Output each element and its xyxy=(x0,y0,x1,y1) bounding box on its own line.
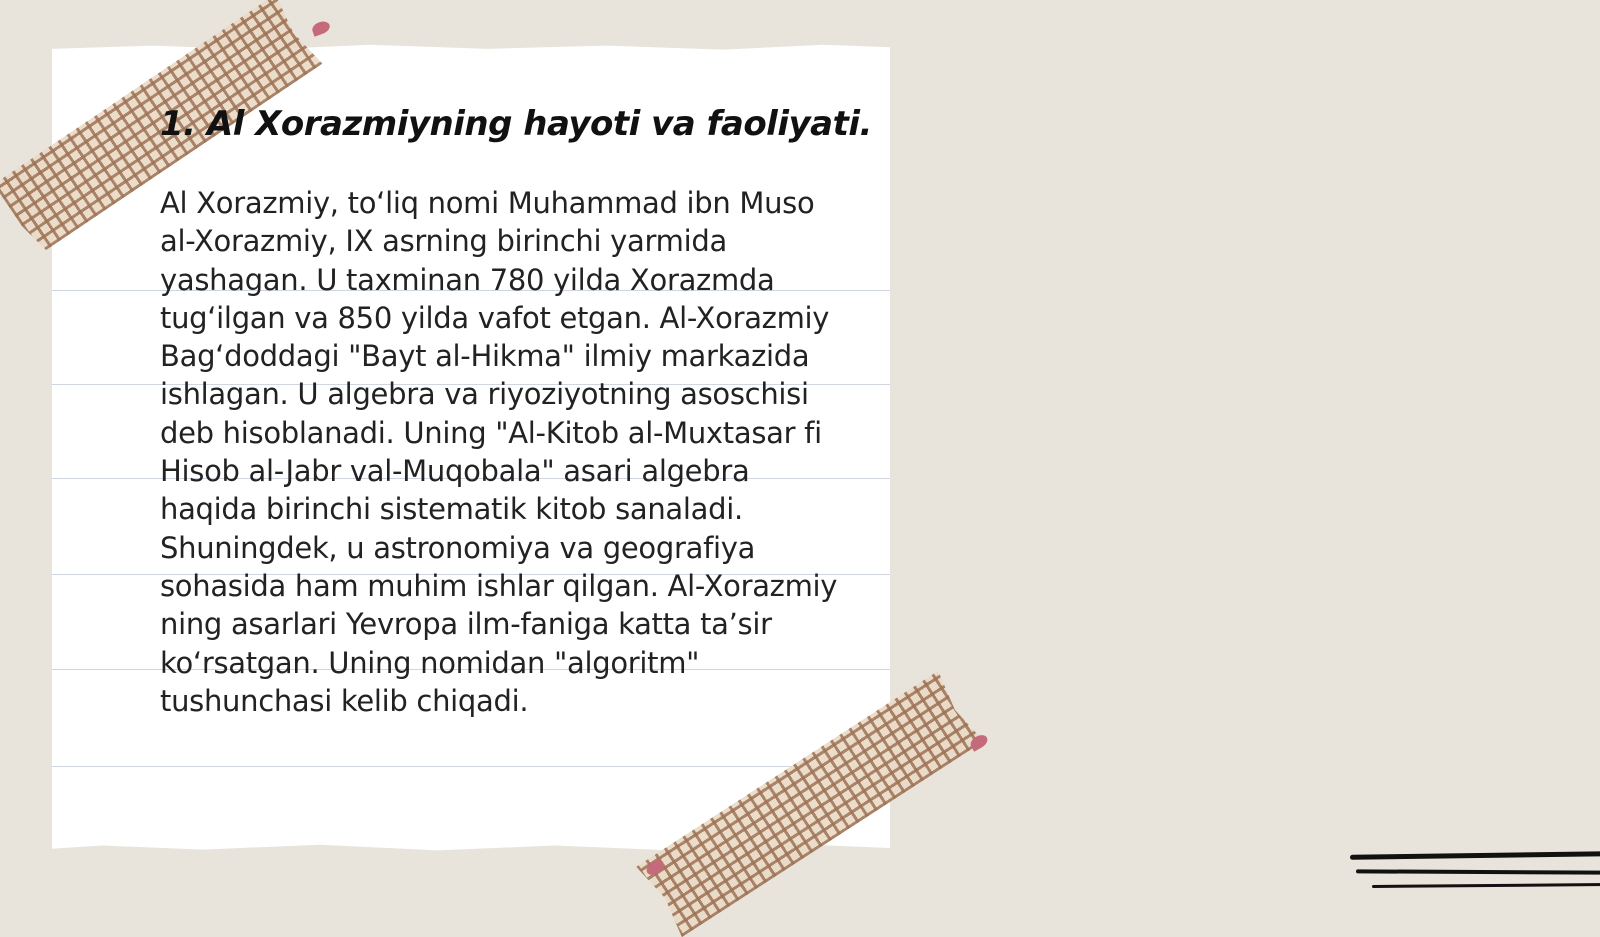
brush-stroke-decoration xyxy=(1350,851,1600,860)
slide-title: 1. Al Xorazmiyning hayoti va faoliyati. xyxy=(160,104,872,144)
tape-pin-decoration xyxy=(310,19,331,36)
brush-stroke-decoration xyxy=(1372,883,1600,888)
brush-stroke-decoration xyxy=(1356,869,1600,874)
paper-rule-line xyxy=(52,766,890,767)
slide-body-text: Al Xorazmiy, to‘liq nomi Muhammad ibn Muso al-Xorazmiy, IX asrning birinchi yarmida yashagan. U taxminan 780 yilda Xorazmda tug‘ilgan va 850 yilda vafot etgan. Al-Xorazmiy Bag‘doddagi "Bayt al-Hikma" ilmiy markazida ishlagan. U algebra va riyoziyotning asoschisi deb hisoblanadi. Uning "Al-Kitob al-Muxtasar fi Hisob al-Jabr val-Muqobala" asari algebra haqida birinchi sistematik kitob sanaladi. Shuningdek, u astronomiya va geografiya sohasida ham muhim ishlar qilgan. Al-Xorazmiy ning asarlari Yevropa ilm-faniga katta ta’sir ko‘rsatgan. Uning nomidan "algoritm" tushunchasi kelib chiqadi. xyxy=(160,186,838,718)
